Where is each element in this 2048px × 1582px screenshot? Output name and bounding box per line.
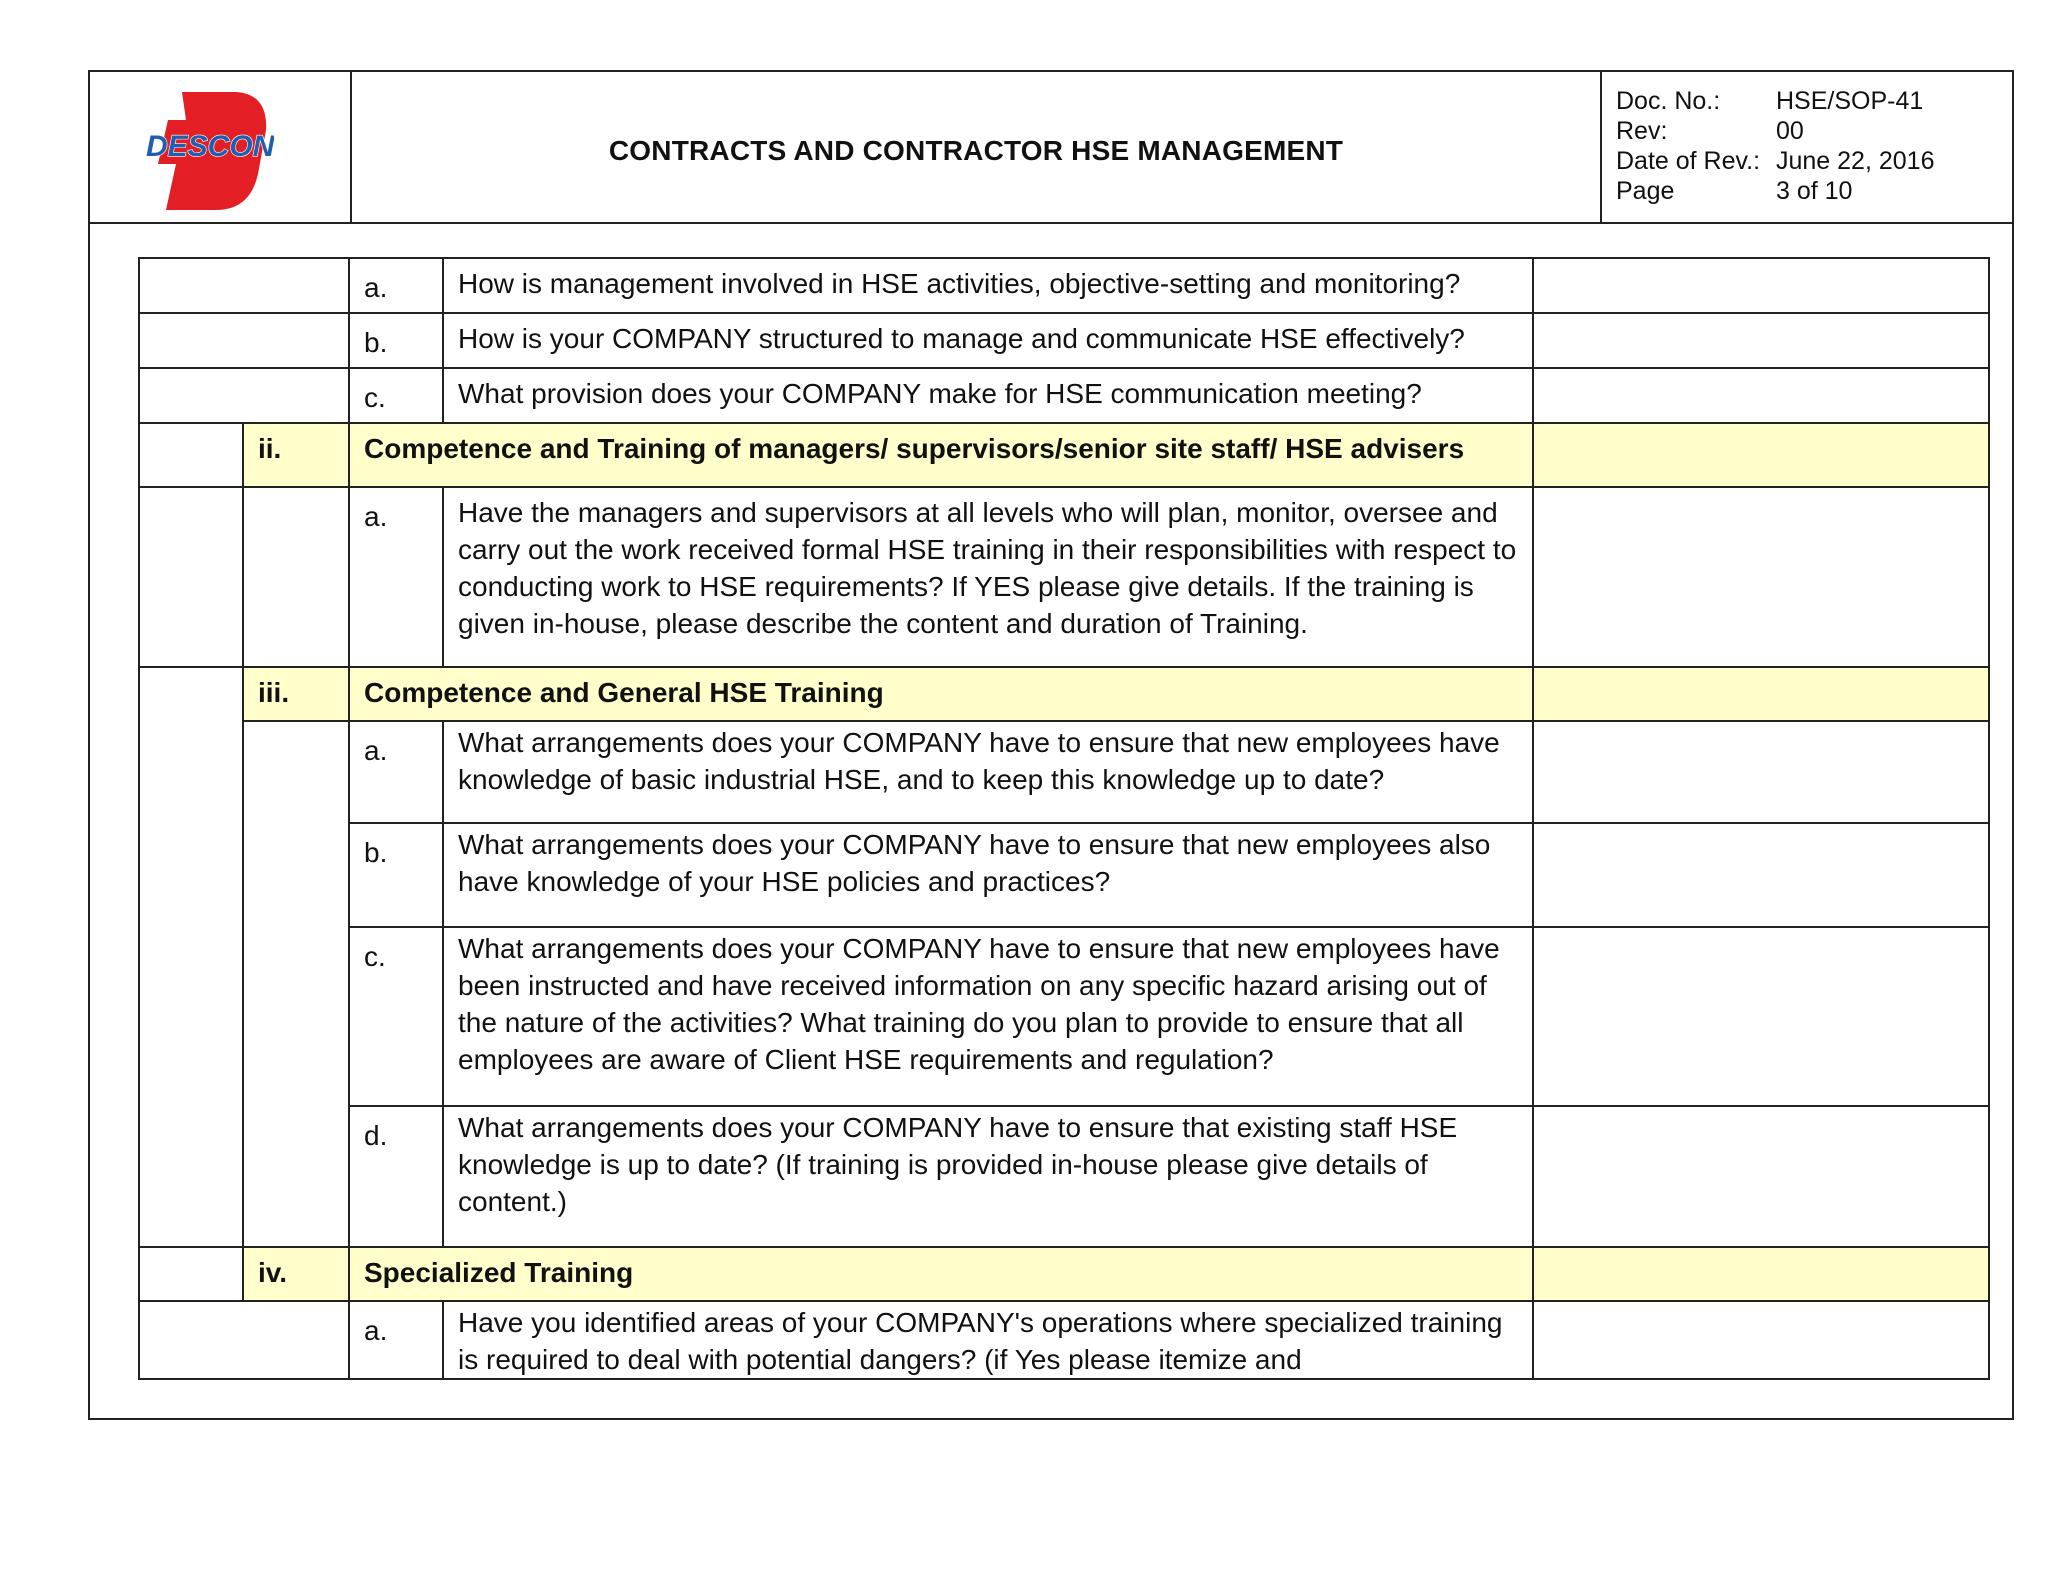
descon-logo	[144, 90, 274, 212]
section-title: Competence and Training of managers/ supervisors/senior site staff/ HSE advisers	[349, 423, 1533, 487]
answer-cell	[1533, 1106, 1989, 1247]
section-number: iv.	[243, 1247, 349, 1301]
question-text: What provision does your COMPANY make for HSE communication meeting?	[443, 368, 1533, 423]
table-row	[139, 258, 1989, 313]
item-letter: b.	[349, 823, 443, 927]
question-text: What arrangements does your COMPANY have to ensure that existing staff HSE knowledge is up to date? (If training is provided in-house please give details of content.)	[443, 1106, 1533, 1247]
meta-page: Page 3 of 10	[1616, 177, 1853, 205]
item-letter: c.	[349, 368, 443, 423]
section-row	[139, 1247, 1989, 1301]
question-text: How is your COMPANY structured to manage and communicate HSE effectively?	[443, 313, 1533, 368]
table-row	[139, 313, 1989, 368]
answer-cell	[1533, 1247, 1989, 1301]
title-cell	[352, 72, 1602, 222]
logo-cell	[90, 72, 352, 222]
logo-text: DESCON	[146, 130, 274, 163]
doc-meta	[1602, 72, 2014, 222]
table-row	[139, 927, 1989, 1106]
section-title: Specialized Training	[349, 1247, 1533, 1301]
meta-rev: Rev: 00	[1616, 117, 1804, 145]
table-row	[139, 1301, 1989, 1379]
item-letter: b.	[349, 313, 443, 368]
questionnaire-table	[138, 257, 1990, 1380]
table-row	[139, 487, 1989, 667]
answer-cell	[1533, 368, 1989, 423]
table-row	[139, 823, 1989, 927]
table-row	[139, 368, 1989, 423]
section-number: iii.	[243, 667, 349, 721]
item-letter: a.	[349, 487, 443, 667]
section-title: Competence and General HSE Training	[349, 667, 1533, 721]
question-text: What arrangements does your COMPANY have to ensure that new employees have knowledge of basic industrial HSE, and to keep this knowledge up to date?	[443, 721, 1533, 823]
answer-cell	[1533, 1301, 1989, 1379]
meta-date-of-rev: Date of Rev.: June 22, 2016	[1616, 147, 1935, 175]
item-letter: a.	[349, 258, 443, 313]
item-letter: d.	[349, 1106, 443, 1247]
answer-cell	[1533, 258, 1989, 313]
answer-cell	[1533, 313, 1989, 368]
answer-cell	[1533, 823, 1989, 927]
item-letter: c.	[349, 927, 443, 1106]
question-text: Have you identified areas of your COMPANY's operations where specialized training is required to deal with potential dangers? (if Yes please itemize and	[443, 1301, 1533, 1379]
table-row	[139, 721, 1989, 823]
answer-cell	[1533, 423, 1989, 487]
item-letter: a.	[349, 1301, 443, 1379]
section-row	[139, 423, 1989, 487]
document-header	[90, 72, 2012, 224]
answer-cell	[1533, 721, 1989, 823]
answer-cell	[1533, 667, 1989, 721]
section-number: ii.	[243, 423, 349, 487]
document-title: CONTRACTS AND CONTRACTOR HSE MANAGEMENT	[608, 135, 1344, 166]
question-text: How is management involved in HSE activities, objective-setting and monitoring?	[443, 258, 1533, 313]
answer-cell	[1533, 927, 1989, 1106]
answer-cell	[1533, 487, 1989, 667]
question-text: Have the managers and supervisors at all levels who will plan, monitor, oversee and carry out the work received formal HSE training in their responsibilities with respect to conducting work to HSE requirements? If YES please give details. If the training is given in-house, please describe the content and duration of Training.	[443, 487, 1533, 667]
question-text: What arrangements does your COMPANY have to ensure that new employees have been instructed and have received information on any specific hazard arising out of the nature of the activities? What training do you plan to provide to ensure that all employees are aware of Client HSE requirements and regulation?	[443, 927, 1533, 1106]
section-row	[139, 667, 1989, 721]
item-letter: a.	[349, 721, 443, 823]
table-row	[139, 1106, 1989, 1247]
question-text: What arrangements does your COMPANY have to ensure that new employees also have knowledge of your HSE policies and practices?	[443, 823, 1533, 927]
meta-doc-no: Doc. No.: HSE/SOP-41	[1616, 87, 1924, 115]
